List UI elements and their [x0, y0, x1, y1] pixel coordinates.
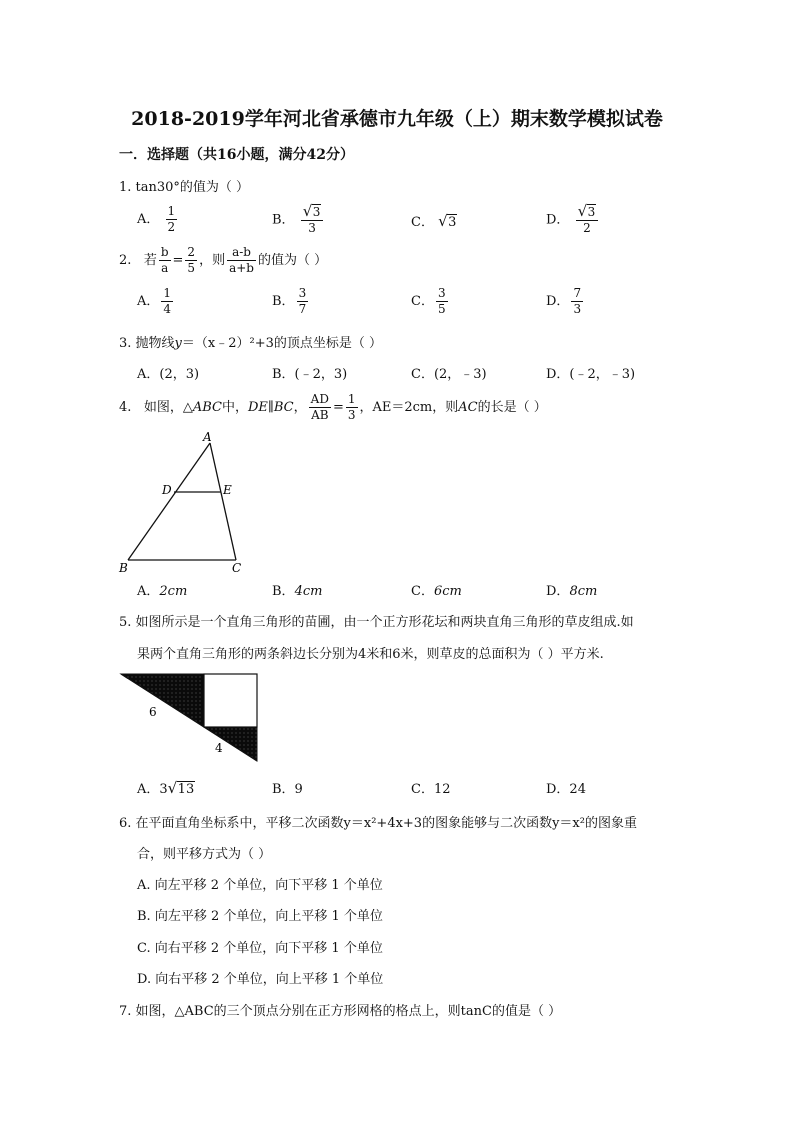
question-2-option-d[interactable]: D． $\frac{7}{3}$	[546, 286, 582, 316]
question-4-option-c[interactable]: C．6cm	[411, 584, 462, 599]
side-ac	[210, 443, 236, 560]
hypotenuse-label-6: 6	[149, 705, 157, 719]
garden-figure	[119, 672, 264, 764]
vertex-label-e: E	[223, 483, 232, 497]
question-3-option-c[interactable]: C．(2，﹣3)	[411, 367, 487, 382]
option-a-label: A．	[137, 212, 160, 227]
question-5-option-a[interactable]: A．3 √ 13	[137, 779, 195, 797]
question-5-option-d[interactable]: D．24	[546, 782, 586, 797]
option-b-fraction: √ 3 3	[301, 204, 324, 236]
question-4-option-a[interactable]: A．2cm	[137, 584, 188, 599]
question-7-stem: 7. 如图，△ABC的三个顶点分别在正方形网格的格点上，则tanC的值是（ ）	[119, 1004, 562, 1019]
square-flower-bed	[204, 674, 257, 727]
option-c-label: C．	[411, 215, 434, 230]
question-1-option-b[interactable]	[272, 204, 325, 236]
question-4-option-b[interactable]: B．4cm	[272, 584, 323, 599]
vertex-label-a: A	[203, 430, 212, 444]
question-1-option-c[interactable]	[411, 211, 457, 230]
option-a-fraction: $\frac{1}{2}$	[167, 204, 176, 234]
option-c-sqrt: √ 3	[438, 212, 457, 230]
question-2-stem: 2. 若 $\frac{b}{a}$ = $\frac{2}{5}$ ，则 $\frac{a-b}{a+b}$ 的值为（ ）	[119, 245, 328, 275]
hypotenuse-label-4: 4	[215, 741, 223, 755]
question-6-option-a[interactable]: A. 向左平移 2 个单位，向下平移 1 个单位	[137, 878, 383, 893]
question-1-option-d[interactable]	[546, 204, 600, 236]
question-5-option-b[interactable]: B．9	[272, 782, 303, 797]
question-6-option-b[interactable]: B. 向左平移 2 个单位，向上平移 1 个单位	[137, 909, 383, 924]
question-5-option-c[interactable]: C．12	[411, 782, 451, 797]
question-6-option-d[interactable]: D. 向右平移 2 个单位，向上平移 1 个单位	[137, 972, 384, 987]
question-4-option-d[interactable]: D．8cm	[546, 584, 598, 599]
question-3-option-a[interactable]: A．(2，3)	[137, 367, 200, 382]
side-ab	[128, 443, 210, 560]
question-6-option-c[interactable]: C. 向右平移 2 个单位，向下平移 1 个单位	[137, 941, 383, 956]
question-5-stem-line-1: 5. 如图所示是一个直角三角形的苗圃，由一个正方形花坛和两块直角三角形的草皮组成.如	[119, 615, 634, 630]
section-heading: 一．选择题（共16小题，满分42分）	[119, 147, 354, 163]
question-2-option-c[interactable]: C． $\frac{3}{5}$	[411, 286, 446, 316]
question-3-option-d[interactable]: D．(﹣2，﹣3)	[546, 367, 636, 382]
question-5-stem-line-2: 果两个直角三角形的两条斜边长分别为4米和6米，则草皮的总面积为（ ）平方米.	[137, 647, 604, 662]
triangle-abc-figure	[115, 428, 255, 578]
question-2-option-b[interactable]: B． $\frac{3}{7}$	[272, 286, 307, 316]
question-6-stem-line-1: 6. 在平面直角坐标系中，平移二次函数y＝x²+4x+3的图象能够与二次函数y＝x²的图象重	[119, 816, 637, 831]
question-6-stem-line-2: 合，则平移方式为（ ）	[137, 847, 272, 862]
question-1-stem: 1. tan30°的值为（ ）	[119, 180, 250, 195]
vertex-label-d: D	[162, 483, 172, 497]
question-4-stem: 4. 如图，△ABC中，DE∥BC， $\frac{AD}{AB}$ = $\frac{1}{3}$ ，AE＝2cm，则AC的长是（ ）	[119, 392, 547, 422]
question-3-stem: 3. 抛物线y＝（x﹣2）²+3的顶点坐标是（ ）	[119, 336, 383, 351]
question-1-option-a[interactable]	[137, 204, 179, 235]
question-2-option-a[interactable]: A． $\frac{1}{4}$	[137, 286, 172, 316]
vertex-label-c: C	[232, 561, 242, 575]
vertex-label-b: B	[119, 561, 128, 575]
option-d-fraction: √ 3 2	[576, 204, 599, 236]
option-d-label: D．	[546, 212, 570, 228]
question-3-option-b[interactable]: B．(﹣2，3)	[272, 367, 348, 382]
option-b-label: B．	[272, 212, 295, 228]
paper-title: 2018-2019学年河北省承德市九年级（上）期末数学模拟试卷	[131, 108, 663, 130]
